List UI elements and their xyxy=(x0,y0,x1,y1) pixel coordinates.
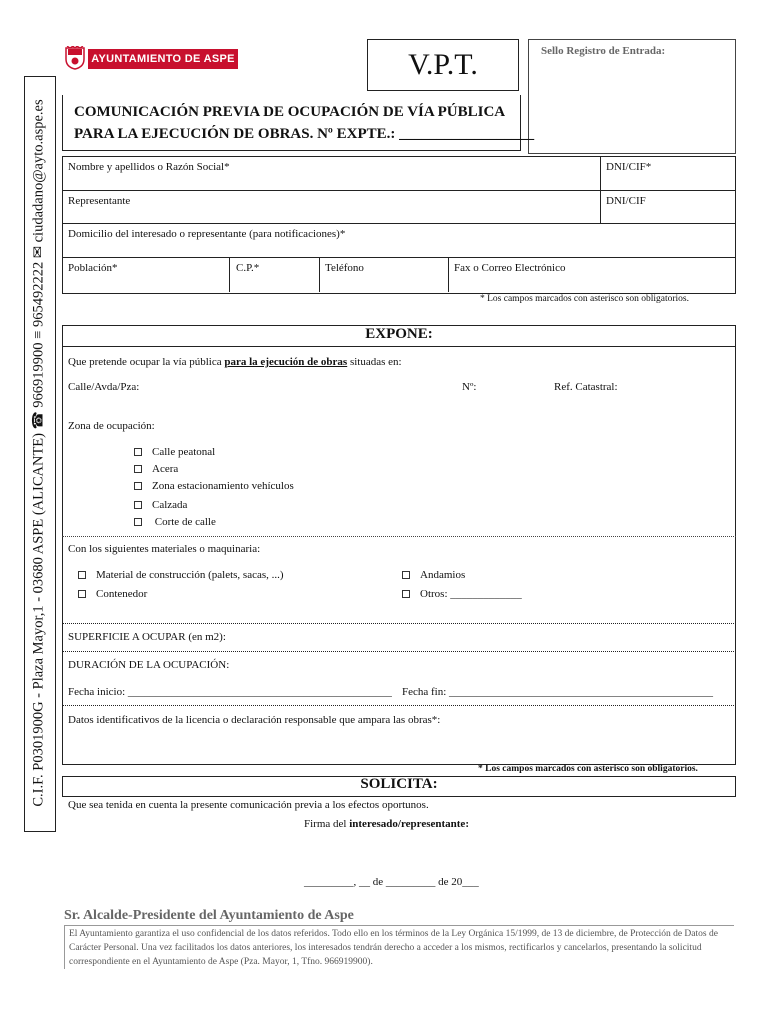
surface-field[interactable] xyxy=(250,629,730,644)
checkbox-icon[interactable] xyxy=(402,590,410,598)
signature-area[interactable] xyxy=(304,834,604,874)
required-fields-note: * Los campos marcados con asterisco son obligatorios. xyxy=(480,294,689,304)
materials-label: Con los siguientes materiales o maquinaria: xyxy=(68,543,261,555)
license-data-label: Datos identificativos de la licencia o declaración responsable que ampara las obras*: xyxy=(68,714,441,726)
phone-field-label: Teléfono xyxy=(325,262,364,274)
postal-code-label: C.P.* xyxy=(236,262,260,274)
checkbox-icon[interactable] xyxy=(134,448,142,456)
town-field-label: Población* xyxy=(68,262,118,274)
municipality-logo-text: AYUNTAMIENTO DE ASPE xyxy=(88,49,238,69)
signature-date-field[interactable]: _________, __ de _________ de 20___ xyxy=(304,876,479,888)
checkbox-icon[interactable] xyxy=(78,571,86,579)
number-field[interactable] xyxy=(482,379,542,393)
representative-field-label: Representante xyxy=(68,195,131,207)
zone-option[interactable]: Zona estacionamiento vehículos xyxy=(134,480,294,492)
representative-field[interactable] xyxy=(68,206,596,222)
phone-field[interactable] xyxy=(325,274,445,290)
zone-option[interactable]: Acera xyxy=(134,463,178,475)
required-fields-note-2: * Los campos marcados con asterisco son obligatorios. xyxy=(478,764,698,774)
form-code: V.P.T. xyxy=(367,39,519,91)
checkbox-icon[interactable] xyxy=(134,501,142,509)
coat-of-arms-icon xyxy=(64,46,86,70)
checkbox-icon[interactable] xyxy=(78,590,86,598)
zone-option[interactable]: Corte de calle xyxy=(134,516,216,528)
expone-heading: EXPONE: xyxy=(365,326,433,342)
privacy-notice: El Ayuntamiento garantiza el uso confidencial de los datos referidos. Todo ello en los términos de la Ley Orgánica 15/1999, de 13 de diciembre, de Protección de Datos de Carácter Personal. Una vez facilitados los datos anteriores, los interesados tendrán derecho a acceder a los mismos, rectificarlos y cancelarlos, presentando la solicitud correspondiente en el Ayuntamiento de Aspe (Pza. Mayor, 1, Tfno. 966919900). xyxy=(64,925,734,969)
street-field[interactable] xyxy=(160,379,450,393)
number-field-label: Nº: xyxy=(462,381,477,393)
expone-intro: Que pretende ocupar la vía pública para la ejecución de obras situadas en: xyxy=(68,356,402,368)
street-field-label: Calle/Avda/Pza: xyxy=(68,381,140,393)
solicita-heading: SOLICITA: xyxy=(360,776,438,792)
material-option[interactable]: Andamios xyxy=(402,569,465,581)
side-contact-text: C.I.F. P0301900G - Plaza Mayor,1 - 03680 ASPE (ALICANTE) ☎ 966919900 ≡ 965492222 ✉ ciudadano@ayto.aspe.es xyxy=(30,99,47,807)
address-field-label: Domicilio del interesado o representante (para notificaciones)* xyxy=(68,228,346,240)
cadastral-ref-label: Ref. Catastral: xyxy=(554,381,618,393)
dni-field-label: DNI/CIF* xyxy=(606,161,652,173)
occupation-zone-label: Zona de ocupación: xyxy=(68,420,155,432)
zone-option[interactable]: Calle peatonal xyxy=(134,446,215,458)
license-data-field[interactable] xyxy=(68,730,732,758)
form-title-line2: PARA LA EJECUCIÓN DE OBRAS. Nº EXPTE.: __________________ xyxy=(74,126,535,142)
material-option[interactable]: Otros: _____________ xyxy=(402,588,522,600)
fax-email-label: Fax o Correo Electrónico xyxy=(454,262,566,274)
address-field[interactable] xyxy=(68,240,732,256)
start-date-field[interactable]: Fecha inicio: ________________________________________________ xyxy=(68,686,392,698)
checkbox-icon[interactable] xyxy=(134,465,142,473)
postal-code-field[interactable] xyxy=(236,274,316,290)
dni-field[interactable] xyxy=(606,172,732,188)
town-field[interactable] xyxy=(68,274,226,290)
surface-field-label: SUPERFICIE A OCUPAR (en m2): xyxy=(68,631,226,643)
checkbox-icon[interactable] xyxy=(134,518,142,526)
solicita-text: Que sea tenida en cuenta la presente comunicación previa a los efectos oportunos. xyxy=(68,799,429,811)
material-option[interactable]: Contenedor xyxy=(78,588,147,600)
fax-email-field[interactable] xyxy=(454,274,732,290)
cadastral-ref-field[interactable] xyxy=(630,379,730,393)
name-field[interactable] xyxy=(68,172,596,188)
representative-dni-field[interactable] xyxy=(606,206,732,222)
end-date-field[interactable]: Fecha fin: ________________________________________________ xyxy=(402,686,714,698)
material-option[interactable]: Material de construcción (palets, sacas, ...) xyxy=(78,569,284,581)
representative-dni-label: DNI/CIF xyxy=(606,195,646,207)
name-field-label: Nombre y apellidos o Razón Social* xyxy=(68,161,230,173)
checkbox-icon[interactable] xyxy=(402,571,410,579)
checkbox-icon[interactable] xyxy=(134,482,142,490)
zone-option[interactable]: Calzada xyxy=(134,499,187,511)
addressee-title: Sr. Alcalde-Presidente del Ayuntamiento de Aspe xyxy=(64,908,354,923)
form-title-line1: COMUNICACIÓN PREVIA DE OCUPACIÓN DE VÍA PÚBLICA xyxy=(74,104,506,120)
entry-stamp-box xyxy=(528,39,736,154)
entry-stamp-label: Sello Registro de Entrada: xyxy=(541,45,666,57)
duration-label: DURACIÓN DE LA OCUPACIÓN: xyxy=(68,659,230,671)
signature-label: Firma del interesado/representante: xyxy=(304,818,469,830)
